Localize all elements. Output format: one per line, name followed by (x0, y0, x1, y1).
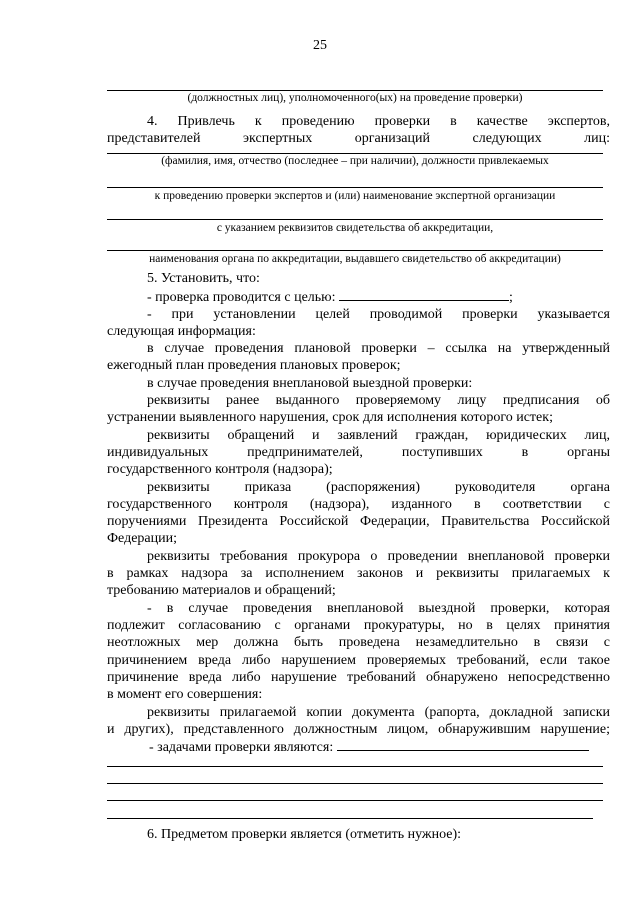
caption-experts-1: (фамилия, имя, отчество (последнее – при наличии), должности привлекаемых (161, 155, 549, 167)
item5-line-12: поручениями Президента Российской Федерации, Правительства Российской (107, 514, 610, 529)
purpose-suffix: ; (509, 290, 513, 305)
item4-line2: представителей экспертных организаций следующих лиц: (107, 131, 610, 146)
item5-heading: 5. Установить, что: (147, 271, 260, 286)
item5-line-19: неотложных мер должна быть проведена незамедлительно в связи с (107, 635, 610, 650)
item5-line-0: - при установлении целей проводимой проверки указывается (147, 307, 610, 322)
purpose-line (107, 288, 610, 306)
item6-heading: 6. Предметом проверки является (отметить нужное): (147, 827, 462, 842)
blank-line (107, 250, 603, 251)
item5-line-3: ежегодный план проведения плановых проверок; (107, 358, 401, 373)
tasks-field (337, 738, 589, 751)
item5-line-17: - в случае проведения внеплановой выездной проверки, которая (147, 601, 610, 616)
item5-line-20: причинением вреда либо нарушением проверяемых требований, если такое (107, 653, 610, 668)
purpose-field (339, 288, 509, 301)
tasks-line (107, 738, 640, 756)
tasks-label: - задачами проверки являются: (149, 740, 334, 755)
item5-line-18: подлежит согласованию с органами прокуратуры, но в целях принятия (107, 618, 610, 633)
item5-line-23: реквизиты прилагаемой копии документа (рапорта, докладной записки (147, 705, 610, 720)
item5-line-14: реквизиты требования прокурора о проведении внеплановой проверки (147, 549, 610, 564)
caption-officials: (должностных лиц), уполномоченного(ых) на проведение проверки) (187, 92, 523, 104)
item5-line-10: реквизиты приказа (распоряжения) руководителя органа (147, 480, 610, 495)
item5-line-24: и других), представленного должностным лицом, обнаружившим нарушение; (107, 722, 610, 737)
item5-line-13: Федерации; (107, 531, 178, 546)
item5-line-6: устранении выявленного нарушения, срок для исполнения которого истек; (107, 410, 553, 425)
item5-line-2: в случае проведения плановой проверки – ссылка на утвержденный (147, 341, 610, 356)
blank-line (107, 818, 593, 819)
item5-line-21: причинение вреда либо нарушение требований обнаружено непосредственно (107, 670, 610, 685)
blank-line (107, 187, 603, 188)
caption-experts-2: к проведению проверки экспертов и (или) наименование экспертной организации (154, 190, 556, 202)
item5-line-4: в случае проведения внеплановой выездной проверки: (147, 376, 473, 391)
item4-line1: 4. Привлечь к проведению проверки в качестве экспертов, (147, 114, 610, 129)
caption-experts-3: с указанием реквизитов свидетельства об аккредитации, (216, 222, 494, 234)
blank-line (107, 153, 603, 154)
blank-line (107, 783, 603, 784)
purpose-label: - проверка проводится с целью: (147, 290, 336, 305)
item5-line-9: государственного контроля (надзора); (107, 462, 333, 477)
blank-line (107, 90, 603, 91)
item5-line-5: реквизиты ранее выданного проверяемому лицу предписания об (147, 393, 610, 408)
blank-line (107, 766, 603, 767)
blank-line (107, 800, 603, 801)
caption-experts-4: наименования органа по аккредитации, выдавшего свидетельство об аккредитации) (149, 253, 561, 265)
item5-line-1: следующая информация: (107, 324, 256, 339)
item5-line-8: индивидуальных предпринимателей, поступивших в органы (107, 445, 610, 460)
item5-line-7: реквизиты обращений и заявлений граждан, юридических лиц, (147, 428, 610, 443)
item5-line-11: государственного контроля (надзора), изданного в соответствии с (107, 497, 610, 512)
item5-line-16: требованию материалов и обращений; (107, 583, 336, 598)
item5-line-15: в рамках надзора за исполнением законов и реквизиты прилагаемых к (107, 566, 610, 581)
blank-line (107, 219, 603, 220)
item5-line-22: в момент его совершения: (107, 687, 263, 702)
page-number: 25 (313, 38, 327, 53)
